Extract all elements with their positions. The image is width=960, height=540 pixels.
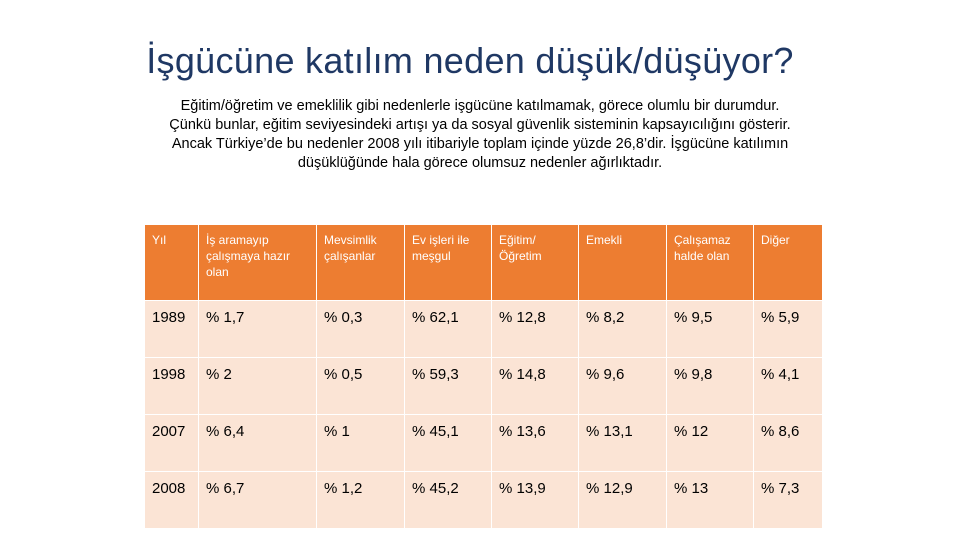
header-cell-education: Eğitim/ Öğretim — [492, 225, 579, 301]
table-cell: % 8,6 — [754, 415, 823, 472]
table-cell: % 13,9 — [492, 472, 579, 529]
table-cell: % 6,4 — [199, 415, 317, 472]
table-cell: % 62,1 — [405, 301, 492, 358]
table-cell: % 7,3 — [754, 472, 823, 529]
table-cell: % 6,7 — [199, 472, 317, 529]
table-cell: % 9,8 — [667, 358, 754, 415]
table-cell: % 13,1 — [579, 415, 667, 472]
table-cell: % 14,8 — [492, 358, 579, 415]
table-row — [145, 301, 823, 358]
header-cell-year: Yıl — [145, 225, 199, 301]
table-cell: % 0,5 — [317, 358, 405, 415]
table-row — [145, 415, 823, 472]
header-cell-seasonal: Mevsimlik çalışanlar — [317, 225, 405, 301]
table-cell: 1998 — [145, 358, 199, 415]
table-cell: % 12,8 — [492, 301, 579, 358]
header-cell-unable-to-work: Çalışamaz halde olan — [667, 225, 754, 301]
header-cell-housework: Ev işleri ile meşgul — [405, 225, 492, 301]
table-cell: % 9,6 — [579, 358, 667, 415]
table-cell: % 13,6 — [492, 415, 579, 472]
table-cell: % 5,9 — [754, 301, 823, 358]
header-cell-other: Diğer — [754, 225, 823, 301]
table-cell: % 45,1 — [405, 415, 492, 472]
table-cell: % 4,1 — [754, 358, 823, 415]
table-cell: % 12,9 — [579, 472, 667, 529]
header-cell-ready-to-work: İş aramayıp çalışmaya hazır olan — [199, 225, 317, 301]
slide-title: İşgücüne katılım neden düşük/düşüyor? — [146, 40, 794, 81]
body-line: Eğitim/öğretim ve emeklilik gibi nedenlerle işgücüne katılmamak, görece olumlu bir durumdur. — [180, 98, 780, 114]
table-cell: % 59,3 — [405, 358, 492, 415]
table-row — [145, 472, 823, 529]
table-cell: % 1,7 — [199, 301, 317, 358]
table-cell: % 45,2 — [405, 472, 492, 529]
table-cell: % 1,2 — [317, 472, 405, 529]
table-header-row — [145, 225, 823, 301]
body-line: düşüklüğünde hala görece olumsuz nedenler ağırlıktadır. — [297, 155, 663, 171]
table-cell: 2007 — [145, 415, 199, 472]
table-cell: % 1 — [317, 415, 405, 472]
labor-participation-table — [144, 224, 823, 529]
table-cell: % 0,3 — [317, 301, 405, 358]
slide-body-text — [100, 97, 860, 173]
table-cell: % 13 — [667, 472, 754, 529]
header-cell-retired: Emekli — [579, 225, 667, 301]
table-cell: % 9,5 — [667, 301, 754, 358]
table-cell: 1989 — [145, 301, 199, 358]
body-line: Ancak Türkiye’de bu nedenler 2008 yılı itibariyle toplam içinde yüzde 26,8’dir. İşgücüne katılımın — [171, 136, 789, 152]
table-row — [145, 358, 823, 415]
table-cell: % 2 — [199, 358, 317, 415]
table-cell: % 12 — [667, 415, 754, 472]
table-cell: % 8,2 — [579, 301, 667, 358]
body-line: Çünkü bunlar, eğitim seviyesindeki artışı ya da sosyal güvenlik sisteminin kapsayıcılığını gösterir. — [169, 117, 791, 133]
table-cell: 2008 — [145, 472, 199, 529]
